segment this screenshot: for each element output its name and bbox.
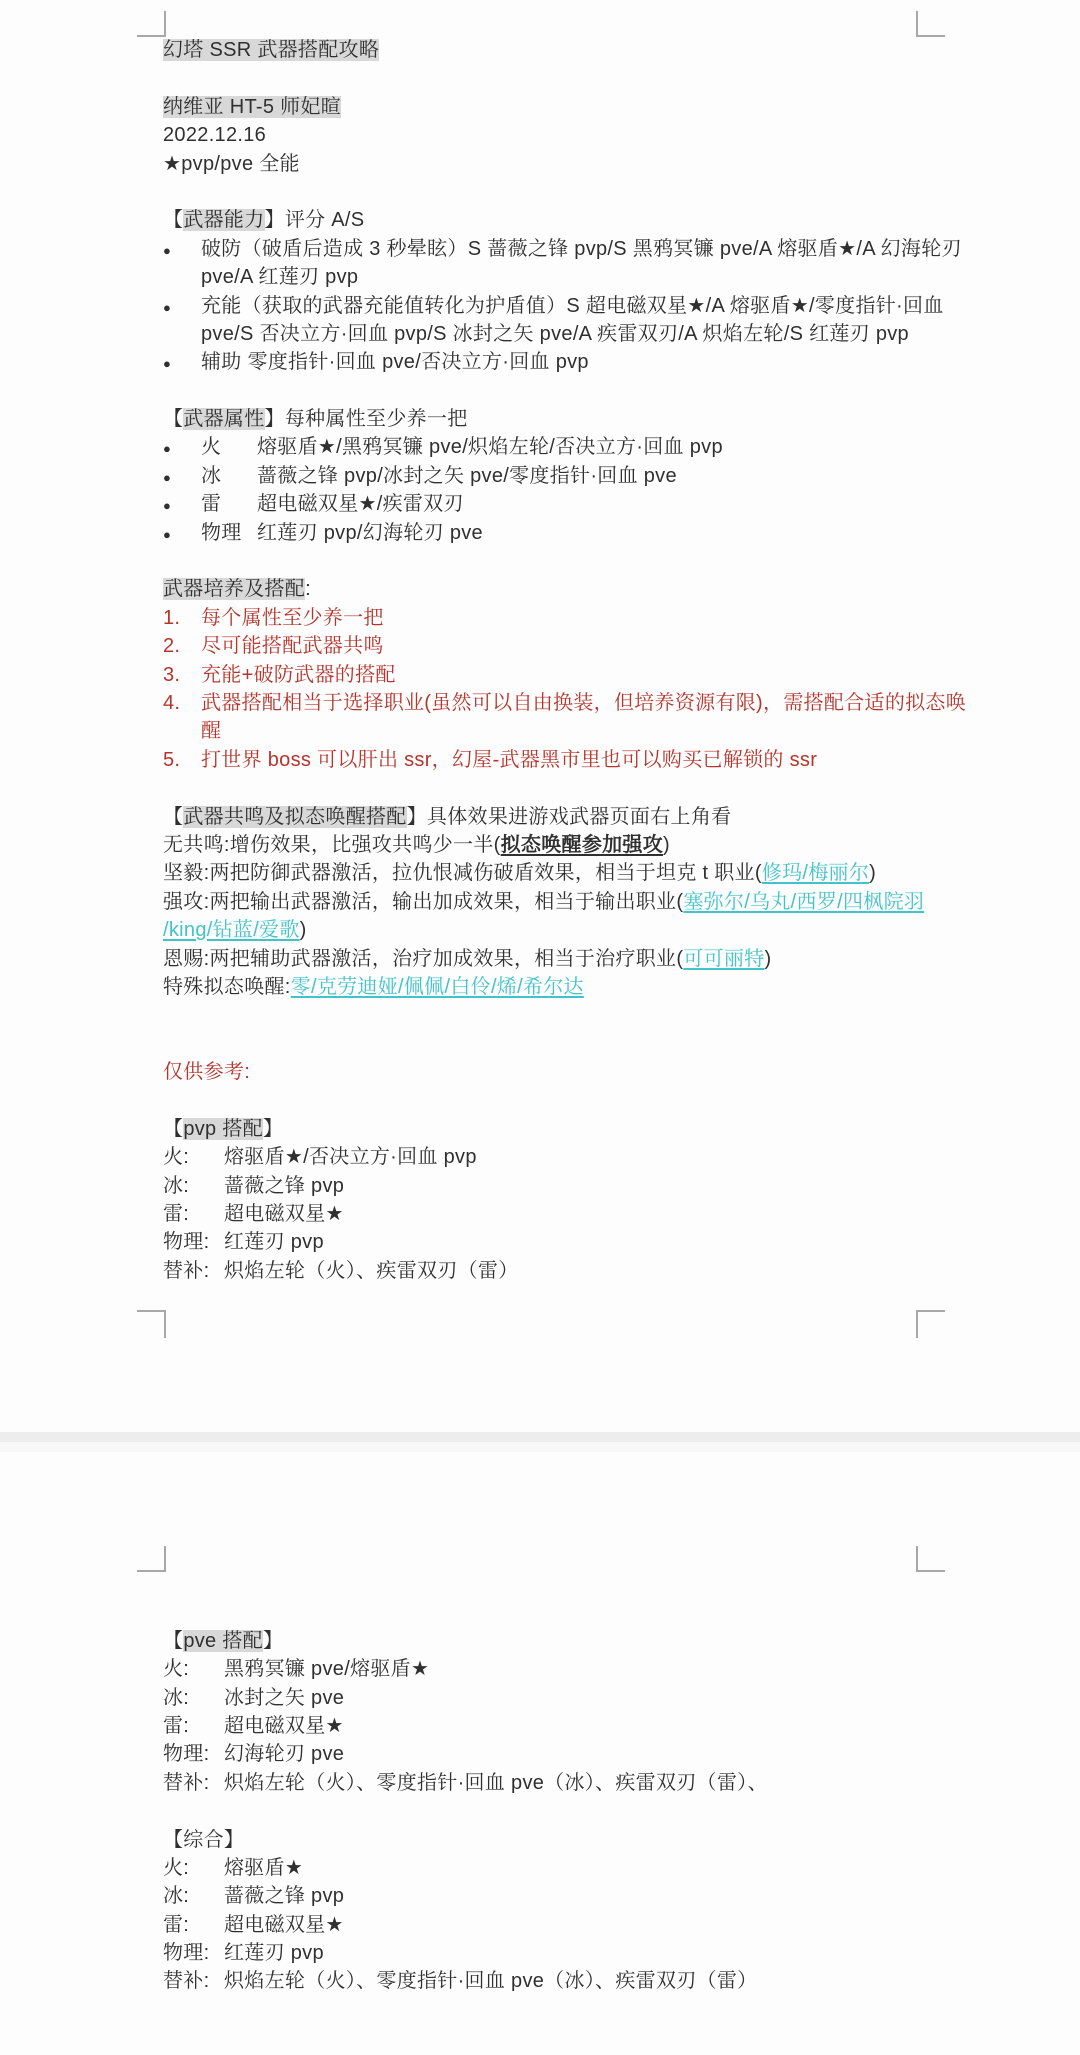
text-line [163,888,953,916]
text-run: ) [663,833,670,856]
text-run: 炽焰左轮（火）、零度指针·回血 pve（冰）、疾雷双刃（雷）、 [224,1771,768,1794]
row-label: 雷: [163,1203,190,1226]
row-label: 雷: [163,1913,190,1936]
text-run: 破防（破盾后造成 3 秒晕眩）S 蔷薇之锋 pvp/S 黑鸦冥镰 pve/A 熔驱盾★/A 幻海轮刃 [201,237,962,260]
text-line [163,1655,953,1683]
list-number: 4. [163,691,181,714]
page1-text-block [163,36,967,1285]
text-line [163,405,953,433]
text-run: 熔驱盾★/黑鸦冥镰 pve/炽焰左轮/否决立方·回血 pvp [257,436,723,459]
attribute-label: 雷 [201,493,222,516]
hyperlink[interactable]: /king/钻蓝/爱歌 [163,919,300,942]
text-run: 超电磁双星★ [224,1714,344,1737]
page1-top-right-crop-mark [916,11,945,37]
text-line [163,973,953,1001]
text-line [163,320,953,348]
text-run: 】 [262,1629,284,1652]
text-run: 2022.12.16 [163,124,267,147]
bullet-marker: ● [163,441,172,457]
text-run: 】每种属性至少养一把 [264,408,468,431]
text-run: 【 [163,1117,184,1140]
text-run: ) [299,919,307,942]
text-line [163,1854,953,1882]
row-label: 火: [163,1146,190,1169]
text-line [163,1911,953,1939]
text-run: 蔷薇之锋 pvp [224,1174,345,1197]
text-run: 特殊拟态唤醒: [163,975,291,998]
text-line [163,1115,953,1143]
blank-line [163,178,953,206]
row-label: 替补: [163,1771,210,1794]
row-label: 冰: [163,1885,190,1908]
blank-line [163,774,953,802]
text-line [163,150,953,178]
text-line [163,746,953,774]
text-line [163,1826,953,1854]
text-line [163,604,953,632]
text-line [163,916,953,944]
text-line [163,831,953,859]
highlighted-text: 武器能力 [183,209,265,232]
text-line [163,1939,953,1967]
row-label: 雷: [163,1714,190,1737]
highlighted-text: 武器属性 [183,408,265,431]
page2-text-block [163,1570,953,1996]
list-number: 1. [163,606,181,629]
text-run: ★pvp/pve 全能 [163,152,300,175]
text-line [163,263,953,291]
text-line [163,859,953,887]
text-line [163,121,953,149]
highlighted-text: pvp 搭配 [183,1117,263,1140]
text-line [163,1143,953,1171]
text-run: 幻海轮刃 pve [224,1743,345,1766]
blank-line [163,547,953,575]
text-line [163,206,953,234]
text-run: 】 [262,1117,284,1140]
text-run: 恩赐:两把辅助武器激活，治疗加成效果，相当于治疗职业( [163,947,684,970]
text-line [163,490,953,518]
hyperlink[interactable]: 零/克劳迪娅/佩佩/白伶/烯/希尔达 [290,975,584,998]
blank-line [163,64,953,92]
row-label: 冰: [163,1174,190,1197]
text-line [163,1200,953,1228]
red-text: 尽可能搭配武器共鸣 [201,635,384,658]
blank-line [163,1086,953,1114]
bullet-marker: ● [163,356,172,372]
row-label: 物理: [163,1942,210,1965]
highlighted-text: pve 搭配 [183,1629,263,1652]
highlighted-text: 纳维亚 HT-5 师妃暄 [163,95,342,118]
attribute-label: 火 [201,436,222,459]
text-line [163,1967,953,1995]
text-line [163,689,967,717]
text-run: 超电磁双星★ [224,1913,344,1936]
red-text: 打世界 boss 可以肝出 ssr，幻屋-武器黑市里也可以购买已解锁的 ssr [201,748,818,771]
text-line [163,1228,953,1256]
bullet-marker: ● [163,526,172,542]
row-label: 物理: [163,1231,210,1254]
text-line [163,632,953,660]
text-run: 熔驱盾★ [224,1856,304,1879]
bullet-marker: ● [163,299,172,315]
text-run: ) [764,947,772,970]
hyperlink[interactable]: 修玛/梅丽尔 [761,862,870,885]
page1-bottom-right-crop-mark [916,1310,945,1338]
text-run: 冰封之矢 pve [224,1686,345,1709]
bullet-marker: ● [163,242,172,258]
row-label: 替补: [163,1259,210,1282]
text-run: 红莲刃 pvp [224,1231,324,1254]
text-run: 无共鸣:增伤效果，比强攻共鸣少一半( [163,833,501,856]
text-run: 蔷薇之锋 pvp [224,1885,345,1908]
text-line [163,36,953,64]
text-run: 辅助 零度指针·回血 pve/否决立方·回血 pvp [201,351,589,374]
row-label: 替补: [163,1970,210,1993]
text-run: 红莲刃 pvp/幻海轮刃 pve [257,521,483,544]
text-run: 【 [163,1629,184,1652]
page2-top-right-crop-mark [916,1546,945,1572]
bullet-marker: ● [163,469,172,485]
attribute-label: 物理 [201,521,242,544]
text-line [163,1257,953,1285]
highlighted-text: 幻塔 SSR 武器搭配攻略 [163,39,380,61]
text-line [163,661,953,689]
hyperlink[interactable]: 可可丽特 [683,947,765,970]
text-run: 充能（获取的武器充能值转化为护盾值）S 超电磁双星★/A 熔驱盾★/零度指针·回血 [201,294,944,317]
blank-line [163,1030,953,1058]
text-run: 【 [163,805,184,828]
bullet-marker: ● [163,498,172,514]
text-line [163,433,953,461]
text-line [163,1712,953,1740]
text-line [163,462,953,490]
blank-line [163,1001,953,1029]
text-line [163,93,953,121]
blank-line [163,1570,953,1598]
text-line [163,1684,953,1712]
text-run: 【 [163,408,184,431]
red-text: 仅供参考: [163,1061,251,1084]
row-label: 火: [163,1658,190,1681]
text-run: 炽焰左轮（火）、疾雷双刃（雷） [224,1259,519,1282]
text-line [163,235,962,263]
text-line [163,292,953,320]
text-line [163,519,953,547]
blank-line [163,377,953,405]
red-text: 充能+破防武器的搭配 [201,663,396,686]
text-run: 红莲刃 pvp [224,1942,324,1965]
hyperlink[interactable]: 塞弥尔/乌丸/西罗/四枫院羽 [683,890,925,913]
text-run: 超电磁双星★/疾雷双刃 [257,493,464,516]
text-run: 熔驱盾★/否决立方·回血 pvp [224,1146,477,1169]
emphasized-text: 拟态唤醒参加强攻 [500,833,664,856]
text-line [163,1172,953,1200]
list-number: 3. [163,663,181,686]
text-run: pve/A 红莲刃 pvp [201,266,359,289]
text-line [163,945,953,973]
row-label: 火: [163,1856,190,1879]
page1-top-left-crop-mark [137,11,166,37]
row-label: 物理: [163,1743,210,1766]
red-text: 醒 [201,720,222,743]
red-text: 每个属性至少养一把 [201,606,384,629]
page1-bottom-left-crop-mark [137,1310,166,1338]
text-run: : [305,578,311,601]
highlighted-text: 武器共鸣及拟态唤醒搭配 [183,805,407,828]
text-run: ) [869,862,877,885]
red-text: 武器搭配相当于选择职业(虽然可以自由换装，但培养资源有限)，需搭配合适的拟态唤 [201,691,967,714]
highlighted-text: 武器培养及搭配 [163,578,306,601]
list-number: 2. [163,635,181,658]
text-line [163,1769,953,1797]
text-run: pve/S 否决立方·回血 pvp/S 冰封之矢 pve/A 疾雷双刃/A 炽焰左轮/S 红莲刃 pvp [201,322,909,345]
text-run: 【综合】 [163,1828,245,1851]
blank-line [163,1797,953,1825]
attribute-label: 冰 [201,464,222,487]
row-label: 冰: [163,1686,190,1709]
text-line [163,1882,953,1910]
text-run: 黑鸦冥镰 pve/熔驱盾★ [224,1658,430,1681]
text-run: 超电磁双星★ [224,1203,344,1226]
text-line [163,348,953,376]
blank-line [163,1598,953,1626]
text-run: 炽焰左轮（火）、零度指针·回血 pve（冰）、疾雷双刃（雷） [224,1970,758,1993]
text-line [163,1740,953,1768]
list-number: 5. [163,748,181,771]
text-run: 坚毅:两把防御武器激活，拉仇恨减伤破盾效果，相当于坦克 t 职业( [163,862,762,885]
text-run: 【 [163,209,184,232]
page-separator-shadow [0,1442,1080,1452]
text-line [163,717,953,745]
text-line [163,803,953,831]
text-line [163,1627,953,1655]
page-separator [0,1432,1080,1442]
text-run: 】具体效果进游戏武器页面右上角看 [406,805,732,828]
text-run: 】评分 A/S [264,209,365,232]
text-line [163,575,953,603]
text-run: 强攻:两把输出武器激活，输出加成效果，相当于输出职业( [163,890,684,913]
text-line [163,1058,953,1086]
text-run: 蔷薇之锋 pvp/冰封之矢 pve/零度指针·回血 pve [257,464,677,487]
page2-top-left-crop-mark [137,1546,166,1572]
